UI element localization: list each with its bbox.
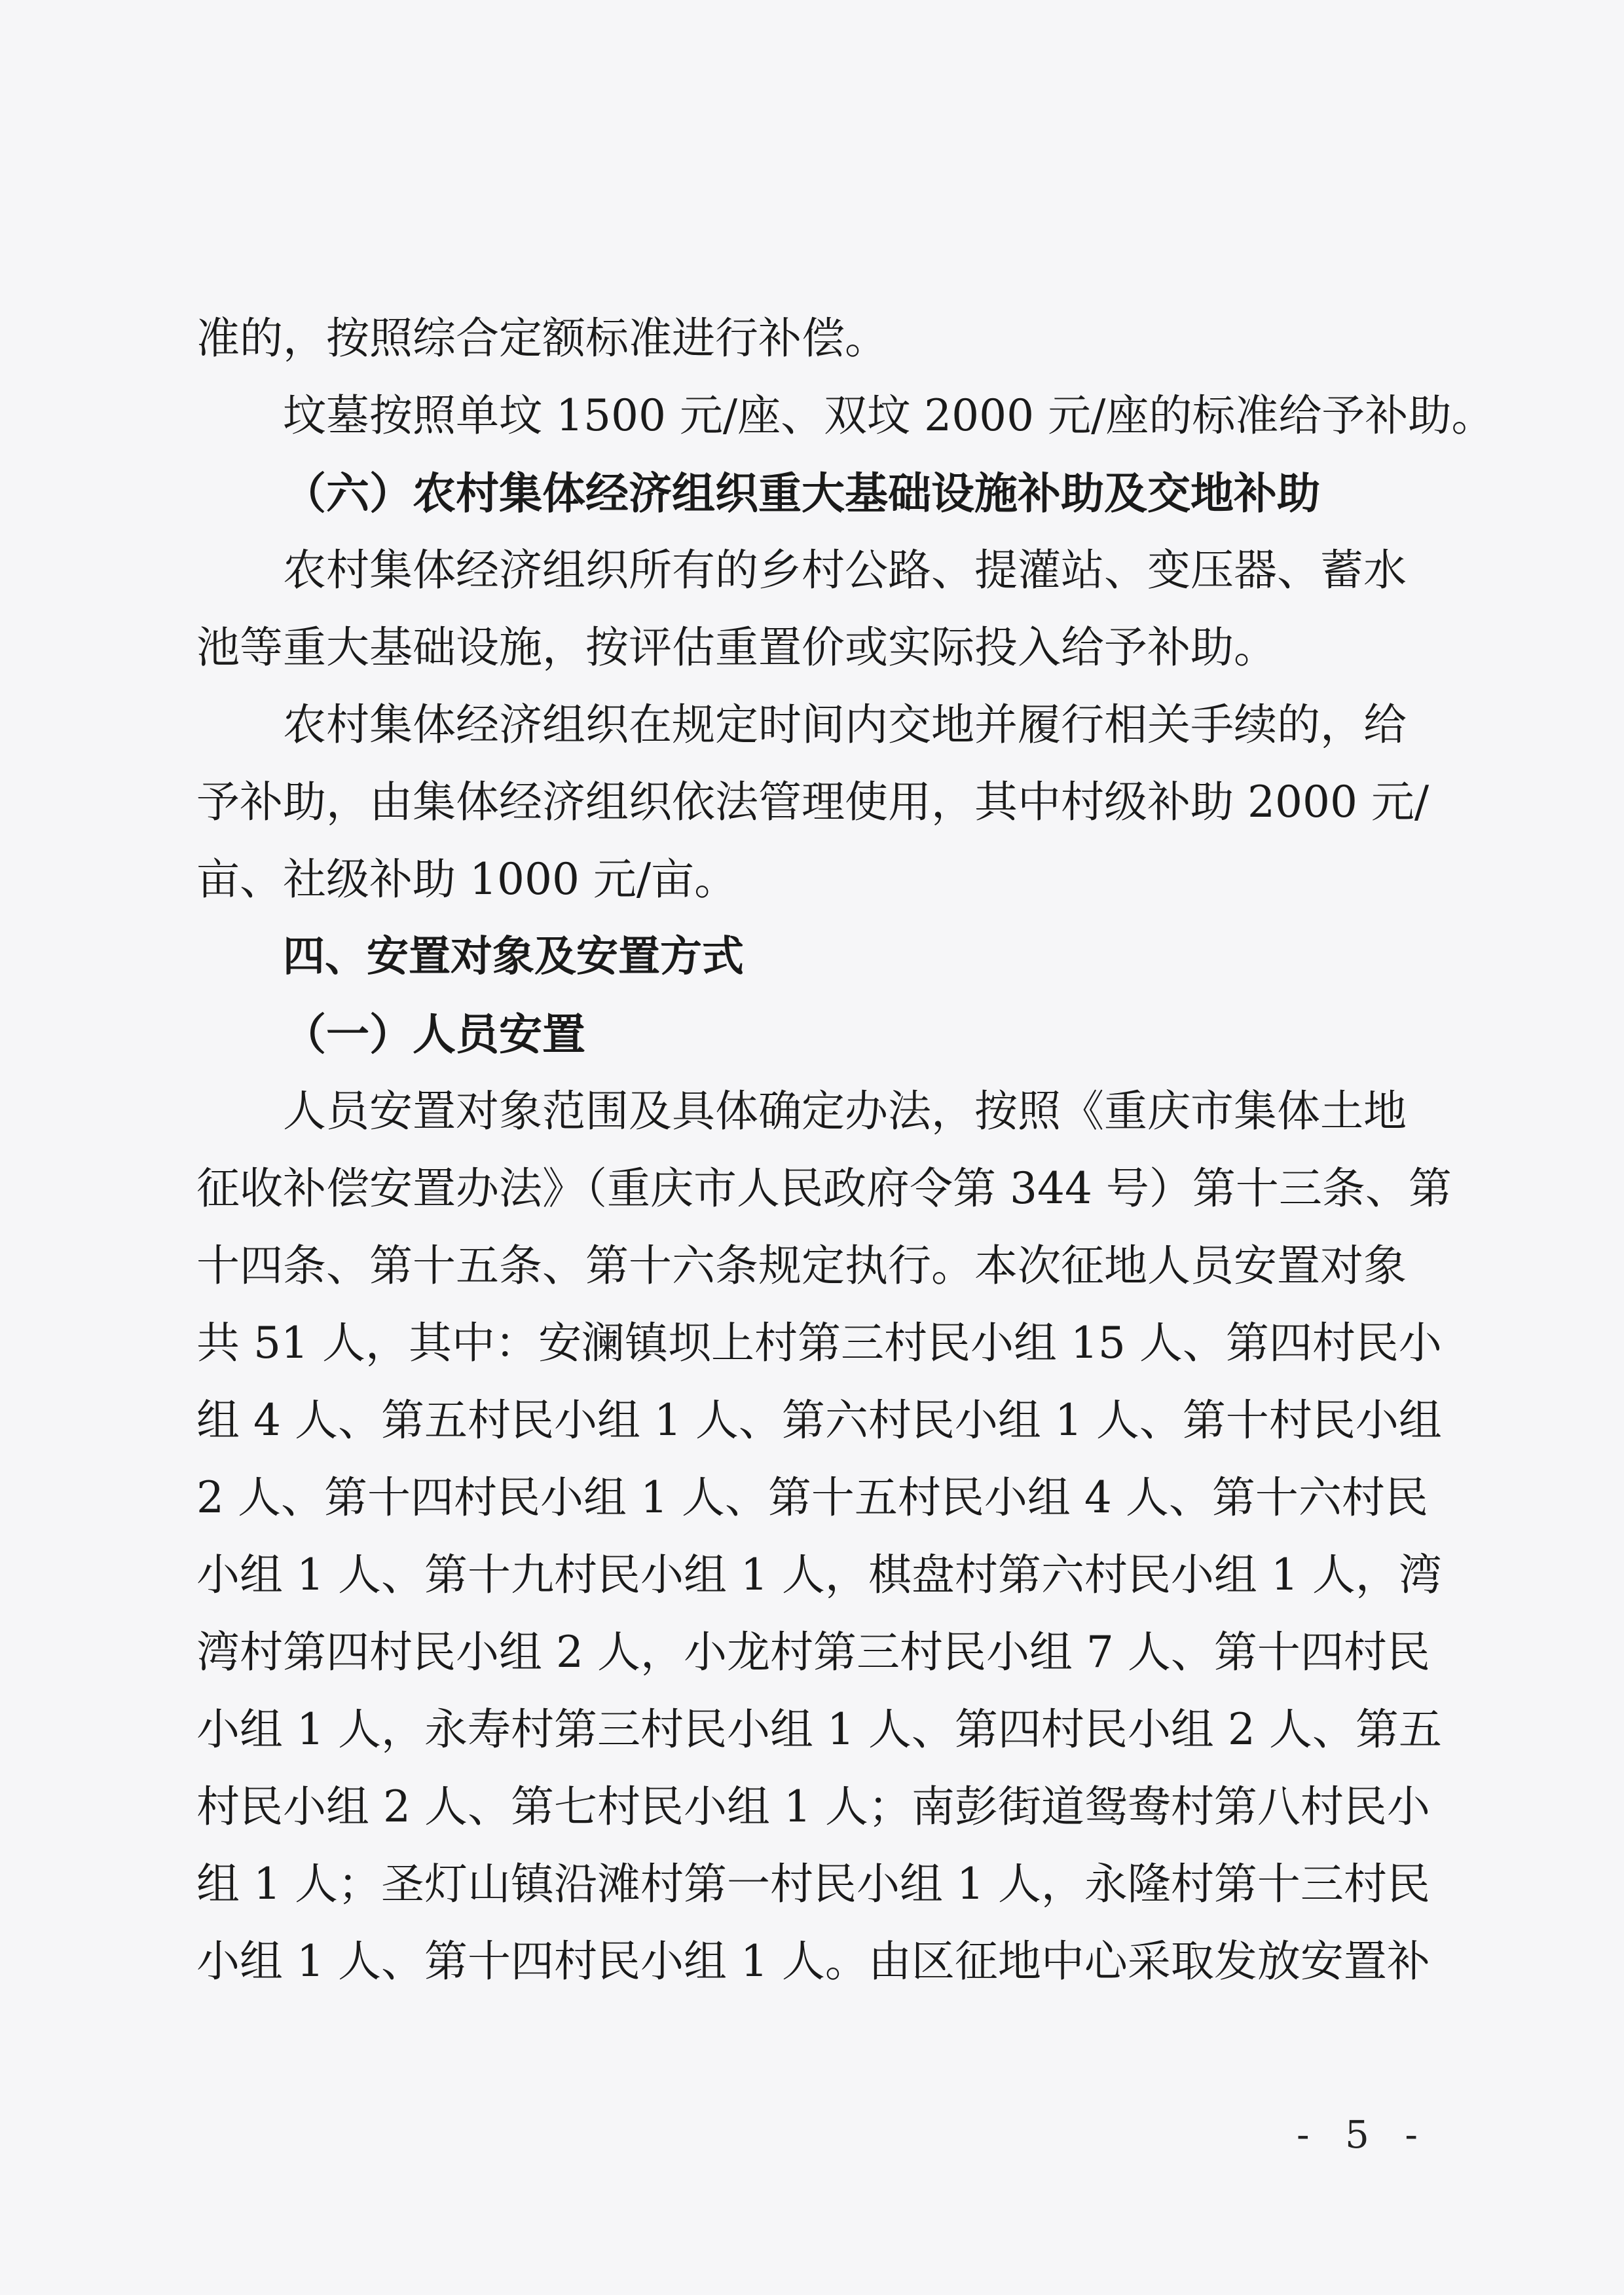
paragraph	[196, 532, 1407, 686]
paragraph	[196, 686, 1430, 918]
text-line: 四、安置对象及安置方式	[283, 933, 744, 981]
text-line: 准的，按照综合定额标准进行补偿。	[196, 313, 888, 364]
section-heading	[196, 918, 1401, 996]
text-line: 村民小组 2 人、第七村民小组 1 人；南彭街道鸳鸯村第八村民小	[196, 1782, 1430, 1832]
paragraph	[196, 300, 1401, 377]
text-line: 小组 1 人、第十四村民小组 1 人。由区征地中心采取发放安置补	[196, 1936, 1430, 1987]
page-number: - 5 -	[1297, 2112, 1430, 2157]
text-line: 湾村第四村民小组 2 人，小龙村第三村民小组 7 人、第十四村民	[196, 1627, 1430, 1677]
text-line: 小组 1 人、第十九村民小组 1 人，棋盘村第六村民小组 1 人，湾	[196, 1550, 1442, 1600]
text-line: 农村集体经济组织所有的乡村公路、提灌站、变压器、蓄水	[283, 545, 1407, 595]
text-line: 小组 1 人，永寿村第三村民小组 1 人、第四村民小组 2 人、第五	[196, 1704, 1442, 1755]
text-line: 组 1 人；圣灯山镇沿滩村第一村民小组 1 人，永隆村第十三村民	[196, 1859, 1430, 1909]
text-line: （六）农村集体经济组织重大基础设施补助及交地补助	[283, 468, 1320, 519]
text-line: 征收补偿安置办法》（重庆市人民政府令第 344 号）第十三条、第	[196, 1163, 1452, 1214]
text-line: 予补助，由集体经济组织依法管理使用，其中村级补助 2000 元/	[196, 777, 1430, 827]
text-line: 亩、社级补助 1000 元/亩。	[196, 854, 738, 905]
body-text	[196, 300, 1495, 2000]
paragraph	[196, 377, 1495, 455]
subsection-heading	[196, 455, 1401, 532]
text-line: 组 4 人、第五村民小组 1 人、第六村民小组 1 人、第十村民小组	[196, 1395, 1442, 1446]
text-line: 共 51 人，其中：安澜镇坝上村第三村民小组 15 人、第四村民小	[196, 1318, 1442, 1368]
text-line: 人员安置对象范围及具体确定办法，按照《重庆市集体土地	[283, 1086, 1407, 1136]
subsection-heading	[196, 996, 1401, 1073]
text-line: （一）人员安置	[283, 1009, 585, 1060]
text-line: 2 人、第十四村民小组 1 人、第十五村民小组 4 人、第十六村民	[196, 1472, 1428, 1523]
paragraph	[196, 1073, 1452, 2000]
text-line: 坟墓按照单坟 1500 元/座、双坟 2000 元/座的标准给予补助。	[283, 390, 1495, 441]
text-line: 十四条、第十五条、第十六条规定执行。本次征地人员安置对象	[196, 1241, 1407, 1291]
text-line: 农村集体经济组织在规定时间内交地并履行相关手续的，给	[283, 700, 1407, 750]
text-line: 池等重大基础设施，按评估重置价或实际投入给予补助。	[196, 622, 1277, 673]
